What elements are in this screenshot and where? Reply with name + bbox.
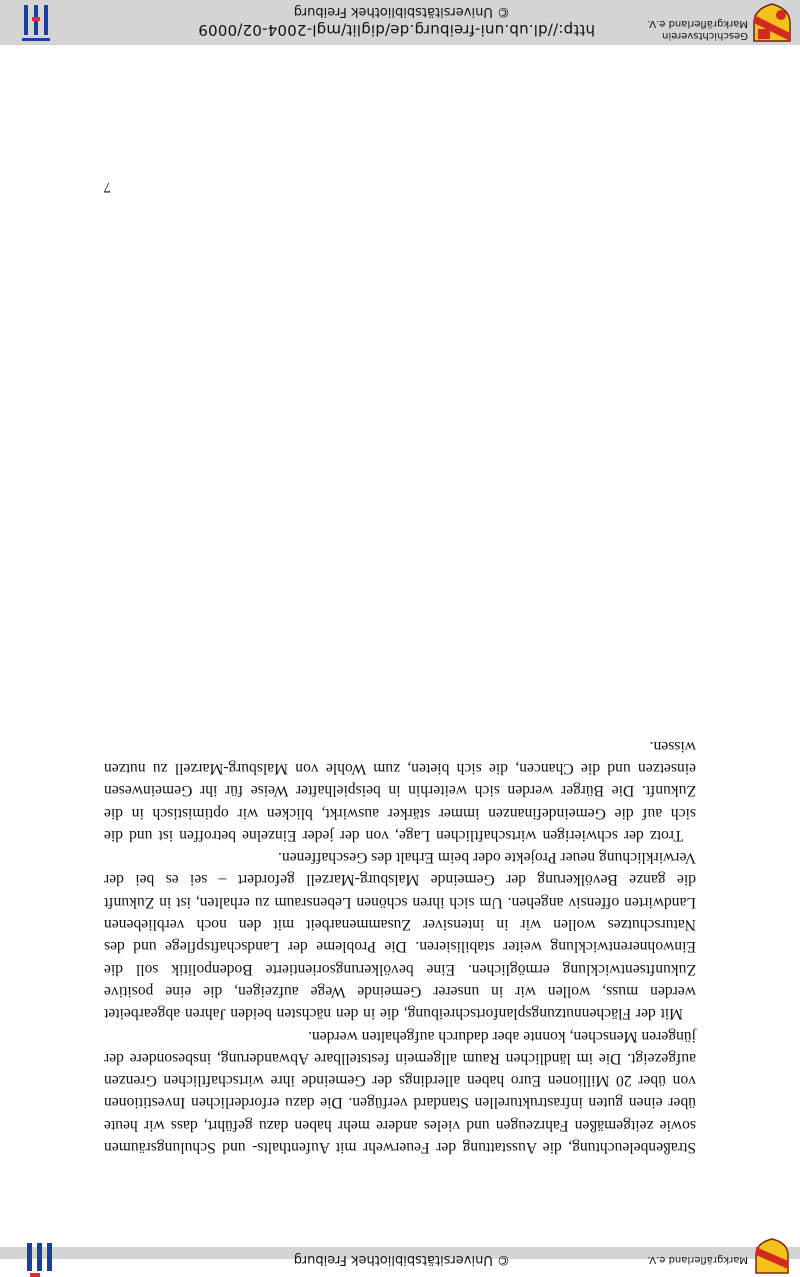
paragraph: Straßenbeleuchtung, die Ausstattung der Feuerwehr mit Aufenthalts- und Schulungsräumen sowie zeitgemäßen Fahrzeugen und vieles andere mehr haben dazu geführt, dass wir heute über einen guten infrastrukturellen Standard verfügen. Die dazu erforderlichen Investitionen von über 20 Millionen Euro haben allerdings der Gemeinde ihre wirtschaftlichen Grenzen aufgezeigt. Die im ländlichen Raum allgemein feststellbare Abwanderung, insbesondere der jüngeren Menschen, konnte aber dadurch aufgehalten werden. [104,1027,696,1156]
association-line: Geschichtsverein [662,30,748,41]
crest-icon [752,3,792,43]
association-line: Markgräflerland e.V. [647,18,748,29]
crest-icon [752,1237,792,1277]
paragraph: Trotz der schwierigen wirtschaftlichen Lage, von der jeder Einzelne betroffen ist und die sich auf die Gemeindefinanzen immer stärker auswirkt, blicken wir optimistisch in die Zukunft. Die Bürger werden sich weiterhin in beispielhafter Weise für ihr Gemeinwesen einsetzen und die Chancen, die sich bieten, zum Wohle von Malsburg-Marzell zu nutzen wissen. [104,737,696,844]
footer-bar [0,0,800,45]
association-name: Markgräflerland e.V. [647,1254,748,1265]
page-text [104,734,696,1158]
university-logo-icon [14,3,54,43]
page-number: 7 [103,179,111,195]
copyright-text: © Universitätsbibliothek Freiburg [293,1252,510,1267]
copyright-text: © Universitätsbibliothek Freiburg [293,4,510,19]
university-logo-icon [14,1237,54,1277]
document-url[interactable]: http://dl.ub.uni-freiburg.de/diglit/mgl-2004-02/0009 [198,21,595,39]
paragraph: Mit der Flächennutzungsplanfortschreibung, die in den nächsten beiden Jahren abgearbeitet werden muss, wollen wir in unserer Gemeinde Wege aufzeigen, die eine positive Zukunftsentwicklung ermöglichen. Eine bevölkerungsorientierte Bodenpolitik soll die Einwohnerentwicklung weiter stabilisieren. Die Probleme der Landschaftspflege und des Naturschutzes wollen wir in intensiver Zusammenarbeit mit den noch verbliebenen Landwirten offensiv angehen. Um sich ihren schönen Lebensraum zu erhalten, ist in Zukunft die ganze Bevölkerung der Gemeinde Malsburg-Marzell gefordert – sei es bei der Verwirklichung neuer Projekte oder beim Erhalt des Geschaffenen. [104,849,696,1023]
association-name [647,17,748,41]
top-bar-partial [0,1247,800,1267]
